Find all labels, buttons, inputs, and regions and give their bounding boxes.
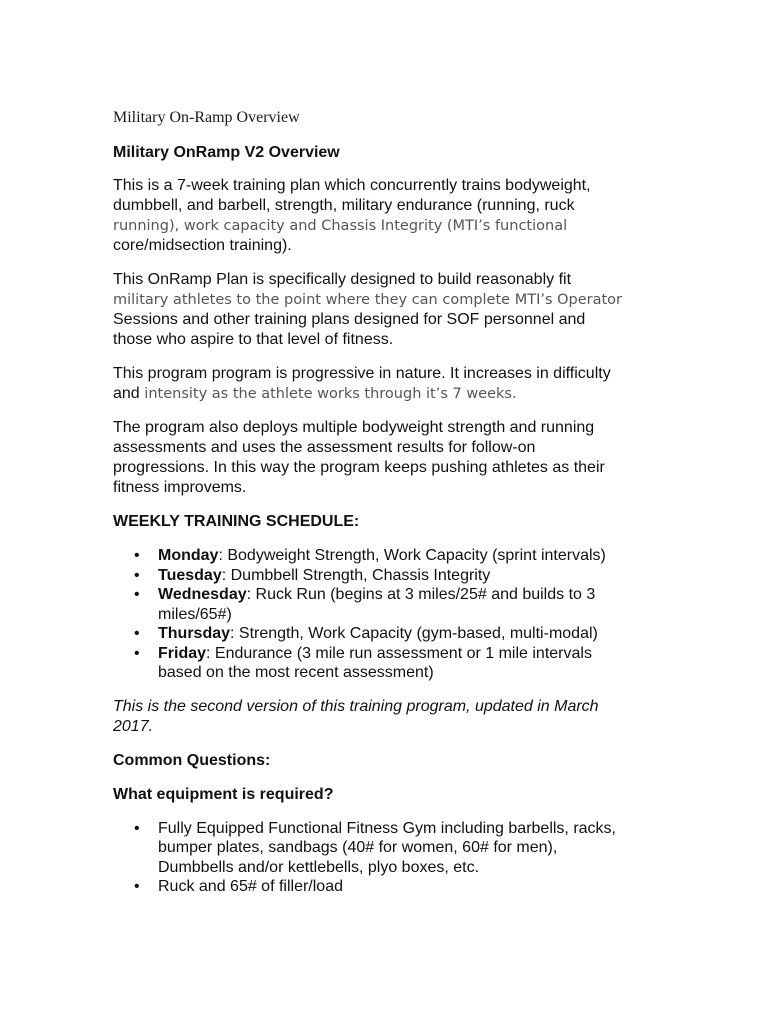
document-page	[113, 108, 653, 911]
assessments-paragraph	[113, 418, 653, 498]
schedule-text: : Dumbbell Strength, Chassis Integrity	[221, 566, 491, 584]
schedule-day: Monday	[158, 547, 219, 564]
list-item	[134, 566, 653, 586]
schedule-day: Wednesday	[158, 586, 247, 603]
bullet-icon: •	[134, 644, 140, 662]
list-item	[134, 644, 653, 683]
progressive-line-2b: intensity as the athlete works through it’s 7 weeks.	[139, 386, 517, 402]
purpose-paragraph	[113, 270, 653, 350]
bullet-icon: •	[134, 878, 140, 895]
list-item	[134, 877, 653, 897]
schedule-text-continued: miles/65#)	[158, 605, 232, 623]
progressive-paragraph	[113, 364, 653, 404]
assessments-line-4: fitness improvems.	[113, 479, 247, 496]
schedule-heading: WEEKLY TRAINING SCHEDULE:	[113, 513, 360, 530]
schedule-text: : Strength, Work Capacity (gym-based, multi-modal)	[230, 625, 598, 642]
purpose-line-4: those who aspire to that level of fitness.	[113, 331, 394, 348]
assessments-line-3: progressions. In this way the program keeps pushing athletes as their	[113, 459, 605, 476]
schedule-text: : Endurance (3 mile run assessment or 1 mile intervals	[206, 644, 592, 662]
bullet-icon: •	[134, 586, 140, 603]
purpose-line-3: Sessions and other training plans designed for SOF personnel and	[113, 311, 586, 328]
version-note-line-1: This is the second version of this training program, updated in March	[113, 697, 599, 715]
bullet-icon: •	[134, 819, 140, 837]
list-item	[134, 819, 653, 878]
version-note-line-2: 2017.	[113, 717, 154, 735]
schedule-day: Tuesday	[158, 566, 222, 584]
schedule-list	[113, 546, 653, 683]
list-item	[134, 624, 653, 644]
document-title: Military On-Ramp Overview	[113, 109, 300, 126]
equipment-line-1: Fully Equipped Functional Fitness Gym including barbells, racks,	[158, 819, 616, 837]
intro-line-3: running), work capacity and Chassis Integrity (MTI’s functional	[113, 218, 568, 234]
bullet-icon: •	[134, 547, 140, 564]
common-questions-heading: Common Questions:	[113, 751, 271, 769]
purpose-line-1: This OnRamp Plan is specifically designed to build reasonably fit	[113, 271, 572, 288]
purpose-line-2: military athletes to the point where they can complete MTI’s Operator	[113, 292, 623, 308]
schedule-text: : Ruck Run (begins at 3 miles/25# and builds to 3	[246, 586, 596, 603]
assessments-line-1: The program also deploys multiple bodyweight strength and running	[113, 419, 595, 436]
equipment-question: What equipment is required?	[113, 785, 334, 803]
assessments-line-2: assessments and uses the assessment results for follow-on	[113, 439, 536, 456]
equipment-line-1: Ruck and 65# of filler/load	[158, 878, 343, 895]
list-item	[134, 546, 653, 566]
intro-paragraph	[113, 176, 653, 256]
equipment-line-3: Dumbbells and/or kettlebells, plyo boxes, etc.	[158, 858, 480, 876]
bullet-icon: •	[134, 625, 140, 642]
intro-line-4: core/midsection training).	[113, 237, 292, 254]
intro-line-1: This is a 7-week training plan which concurrently trains bodyweight,	[113, 177, 591, 194]
schedule-text: : Bodyweight Strength, Work Capacity (sprint intervals)	[218, 547, 606, 564]
list-item	[134, 585, 653, 624]
schedule-day: Thursday	[158, 625, 231, 642]
schedule-day: Friday	[158, 644, 207, 662]
progressive-line-2a: and	[113, 385, 140, 402]
document-heading: Military OnRamp V2 Overview	[113, 144, 340, 161]
equipment-list	[113, 819, 653, 897]
bullet-icon: •	[134, 566, 140, 584]
intro-line-2: dumbbell, and barbell, strength, military endurance (running, ruck	[113, 197, 575, 214]
schedule-text-continued: based on the most recent assessment)	[158, 664, 434, 681]
version-note	[113, 697, 653, 737]
progressive-line-1: This program program is progressive in nature. It increases in difficulty	[113, 365, 611, 382]
equipment-line-2: bumper plates, sandbags (40# for women, 60# for men),	[158, 839, 558, 856]
